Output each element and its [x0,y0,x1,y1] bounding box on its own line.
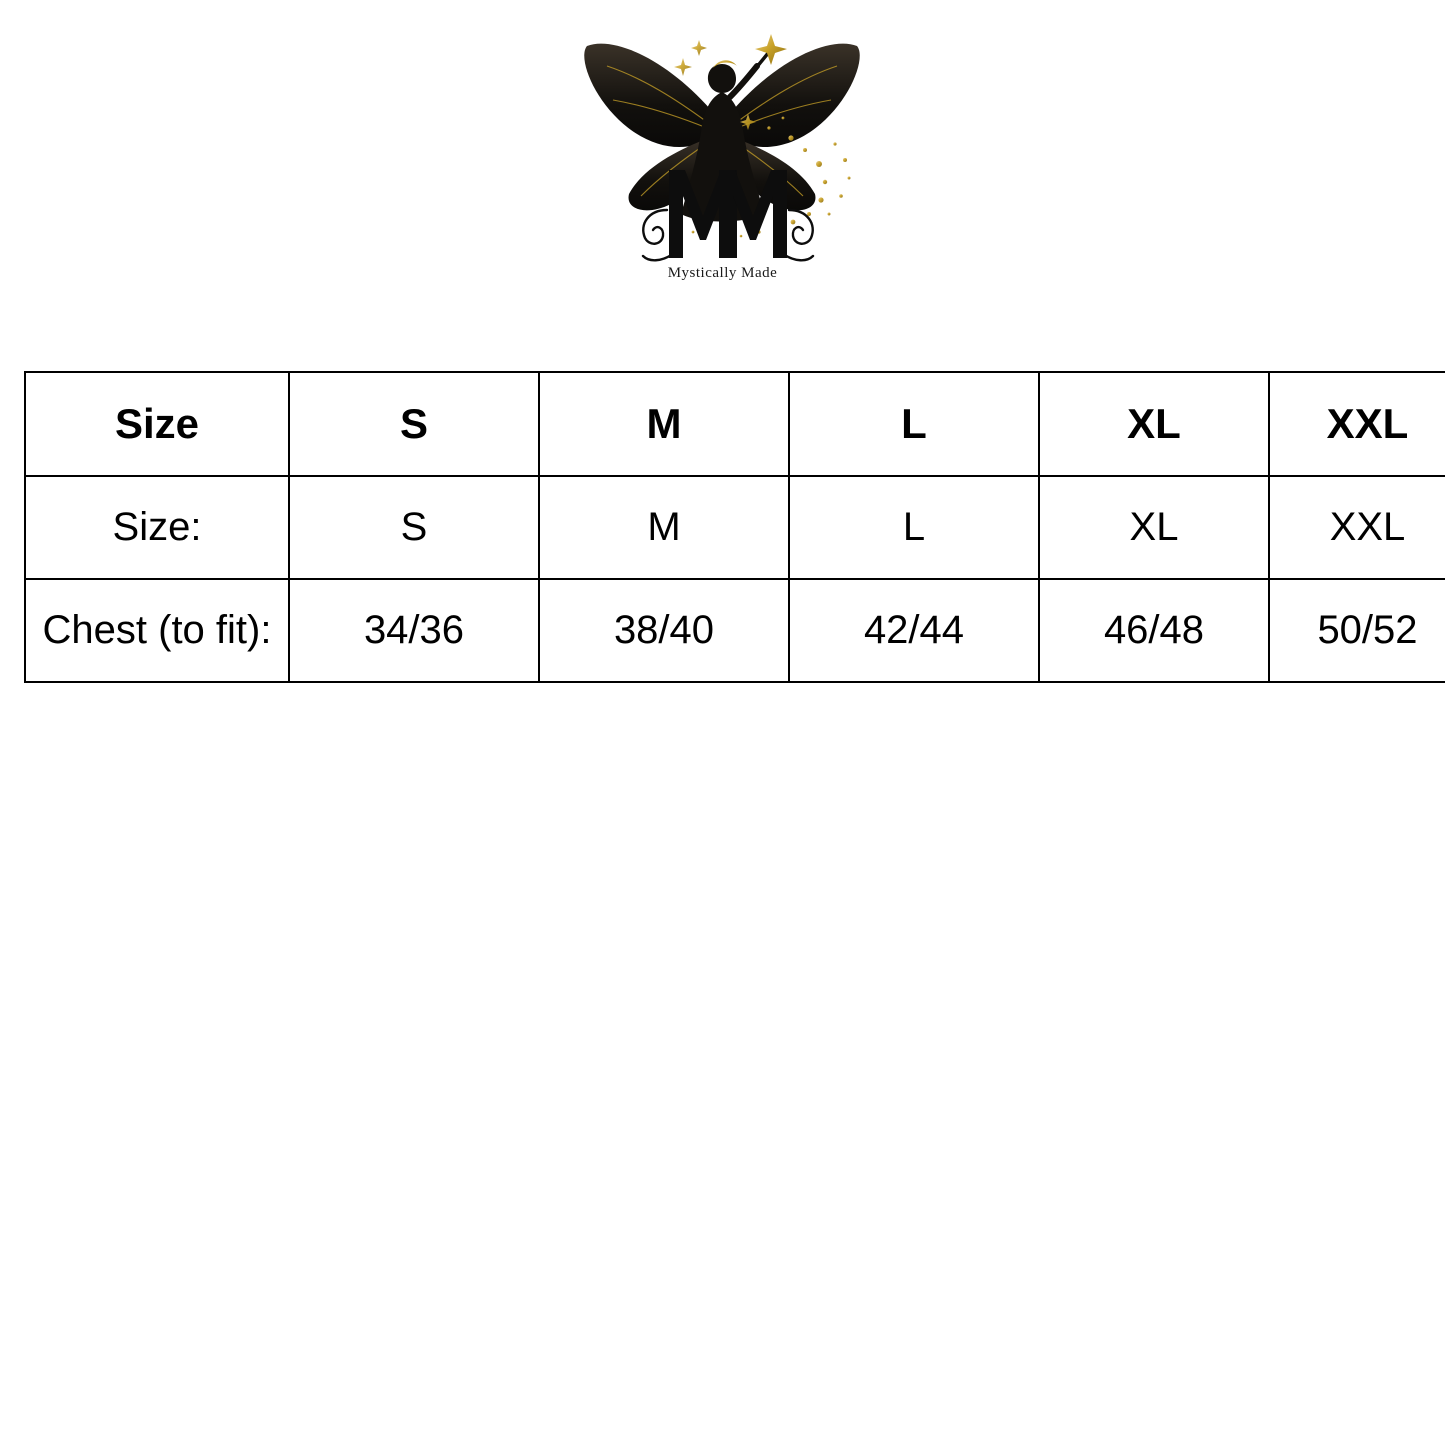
header-cell-s: S [289,372,539,476]
size-chart-table [24,371,1445,683]
row-chest-value-xl: 46/48 [1039,579,1269,682]
fairy-silhouette-with-mm-monogram-icon [573,18,873,273]
table-row [25,579,1445,682]
row-label-chest: Chest (to fit): [25,579,289,682]
row-chest-value-s: 34/36 [289,579,539,682]
row-size-value-l: L [789,476,1039,579]
brand-caption: Mystically Made [667,265,778,281]
row-size-value-xl: XL [1039,476,1269,579]
header-cell-l: L [789,372,1039,476]
header-cell-xxl: XXL [1269,372,1445,476]
brand-logo [0,18,1445,282]
row-chest-value-m: 38/40 [539,579,789,682]
table-header-row [25,372,1445,476]
row-chest-value-l: 42/44 [789,579,1039,682]
row-chest-value-xxl: 50/52 [1269,579,1445,682]
header-cell-size: Size [25,372,289,476]
row-label-size: Size: [25,476,289,579]
header-cell-m: M [539,372,789,476]
row-size-value-s: S [289,476,539,579]
table-row [25,476,1445,579]
row-size-value-xxl: XXL [1269,476,1445,579]
row-size-value-m: M [539,476,789,579]
header-cell-xl: XL [1039,372,1269,476]
